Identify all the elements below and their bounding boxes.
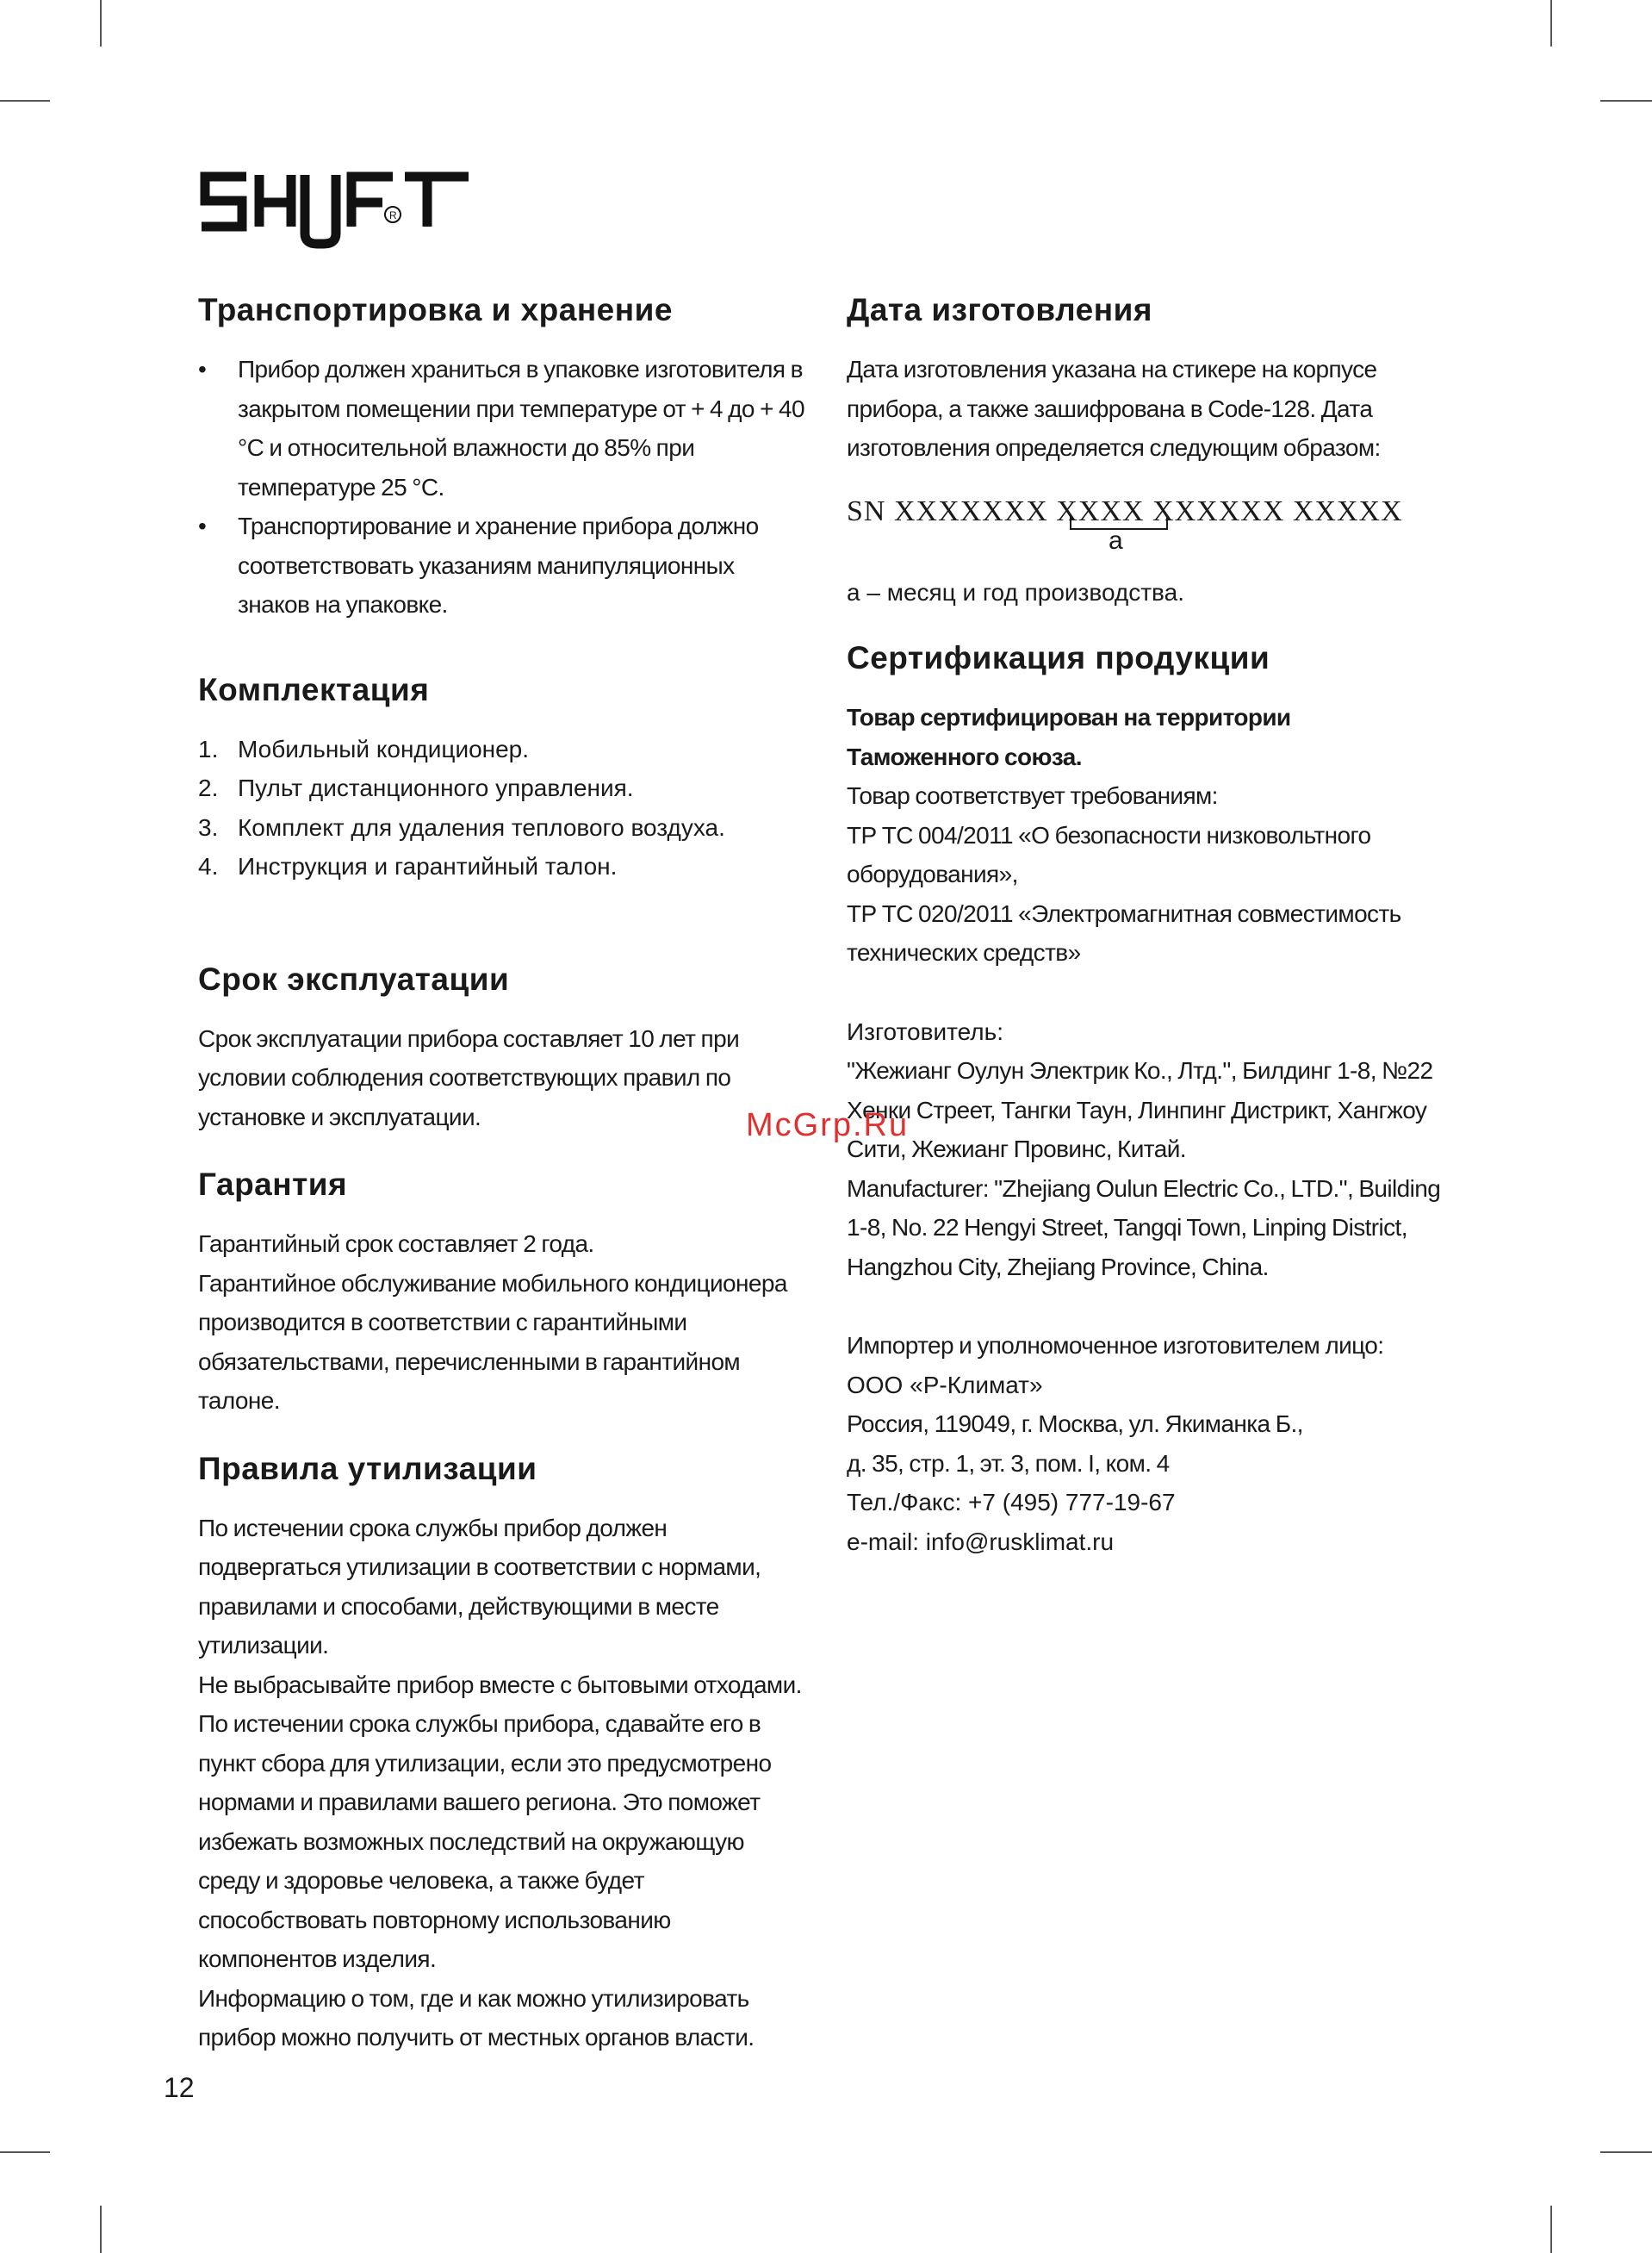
lifetime-text: Срок эксплуатации прибора составляет 10 лет при условии соблюдения соответствующих правил по установке и эксплуатации. (198, 1024, 740, 1130)
cert-bold: Товар сертифицирован на территории (847, 704, 1291, 731)
cert-text: ТР ТС 004/2011 «О безопасности низковольтного оборудования», (847, 821, 1371, 887)
list-item: 1. Мобильный кондиционер. (198, 735, 530, 762)
transport-list (198, 350, 810, 625)
page-number: 12 (164, 2072, 195, 2103)
disposal-text: Не выбрасывайте прибор вместе с бытовыми отходами. (198, 1671, 802, 1698)
crop-mark (0, 2151, 50, 2153)
transport-title: Транспортировка и хранение (198, 292, 673, 327)
importer-label: Импортер и уполномоченное изготовителем лицо: (847, 1332, 1384, 1359)
crop-mark (100, 2206, 102, 2253)
bullet-marker: • (198, 356, 207, 383)
kit-title: Комплектация (198, 671, 430, 707)
importer-address: д. 35, стр. 1, эт. 3, пом. I, ком. 4 (847, 1449, 1170, 1477)
cert-bold: Таможенного союза. (847, 743, 1082, 770)
left-column (198, 284, 810, 2057)
svg-text:R: R (389, 209, 397, 221)
kit-section (198, 664, 810, 887)
maker-ru: "Жежианг Оулун Электрик Ко., Лтд.", Билдинг 1-8, №22 Хенки Стреет, Тангки Таун, Линпинг Дистрикт, Хангжоу Сити, Жежианг Провинс, Китай. (847, 1057, 1433, 1162)
disposal-section (198, 1443, 810, 2057)
date-section (847, 284, 1458, 612)
serial-label: a (1109, 526, 1123, 555)
disposal-text: По истечении срока службы прибора, сдавайте его в пункт сбора для утилизации, если это предусмотрено нормами и правилами вашего региона. Это поможет избежать возможных последствий на окружающую среду и здоровье человека, а также будет способствовать повторному использованию компонентов изделия. (198, 1710, 772, 1972)
importer-name: ООО «Р-Климат» (847, 1371, 1043, 1398)
crop-mark (100, 0, 102, 47)
date-text: Дата изготовления указана на стикере на корпусе прибора, а также зашифрована в Code-128. Дата изготовления определяется следующим образом: (847, 356, 1381, 461)
importer-address: Россия, 119049, г. Москва, ул. Якиманка Б., (847, 1410, 1303, 1437)
list-item: • Прибор должен храниться в упаковке изготовителя в закрытом помещении при температуре от + 4 до + 40 °С и относительной влажности до 85% при температуре 25 °С. (198, 350, 810, 507)
date-legend: а – месяц и год производства. (847, 578, 1184, 606)
disposal-text: По истечении срока службы прибор должен подвергаться утилизации в соответствии с нормами, правилами и способами, действующими в месте утилизации. (198, 1514, 761, 1659)
crop-mark (1600, 100, 1652, 102)
lifetime-title: Срок эксплуатации (198, 961, 510, 997)
maker-label: Изготовитель: (847, 1018, 1003, 1045)
list-item: 4. Инструкция и гарантийный талон. (198, 853, 618, 880)
importer-email: e-mail: info@rusklimat.ru (847, 1528, 1115, 1555)
crop-mark (0, 100, 50, 102)
right-column (847, 284, 1458, 1561)
cert-text: ТР ТС 020/2011 «Электромагнитная совместимость технических средств» (847, 899, 1401, 966)
transport-section (198, 284, 810, 625)
crop-mark (1550, 0, 1552, 47)
cert-section (847, 632, 1458, 1561)
list-item: • Транспортирование и хранение прибора должно соответствовать указаниям манипуляционных знаков на упаковке. (198, 507, 810, 625)
watermark: McGrp.Ru (746, 1107, 910, 1143)
importer-phone: Тел./Факс: +7 (495) 777-19-67 (847, 1489, 1176, 1515)
warranty-section (198, 1159, 810, 1421)
kit-list (198, 730, 810, 887)
lifetime-section (198, 954, 810, 1137)
list-item: 3. Комплект для удаления теплового воздуха. (198, 813, 725, 841)
disposal-text: Информацию о том, где и как можно утилизировать прибор можно получить от местных органов власти. (198, 1984, 755, 2051)
brand-logo (195, 166, 475, 252)
warranty-text: Гарантийный срок составляет 2 года. (198, 1230, 594, 1257)
maker-en: Manufacturer: "Zhejiang Oulun Electric Co., LTD.", Building 1-8, No. 22 Hengyi Street, Tangqi Town, Linping District, Hangzhou City, Zhejiang Province, China. (847, 1174, 1441, 1280)
crop-mark (1600, 2151, 1652, 2153)
date-title: Дата изготовления (847, 292, 1152, 327)
serial-number: SN XXXXXXX XXXX XXXXXX XXXXX (847, 495, 1403, 527)
bullet-marker: • (198, 513, 207, 539)
serial-number-format (847, 495, 1458, 566)
list-item: 2. Пульт дистанционного управления. (198, 775, 634, 801)
cert-title: Сертификация продукции (847, 640, 1270, 675)
disposal-title: Правила утилизации (198, 1450, 537, 1486)
warranty-text: Гарантийное обслуживание мобильного кондиционера производится в соответствии с гарантийными обязательствами, перечисленными в гарантийном талоне. (198, 1269, 787, 1414)
crop-mark (1550, 2206, 1552, 2253)
cert-text: Товар соответствует требованиям: (847, 782, 1218, 809)
warranty-title: Гарантия (198, 1167, 348, 1202)
